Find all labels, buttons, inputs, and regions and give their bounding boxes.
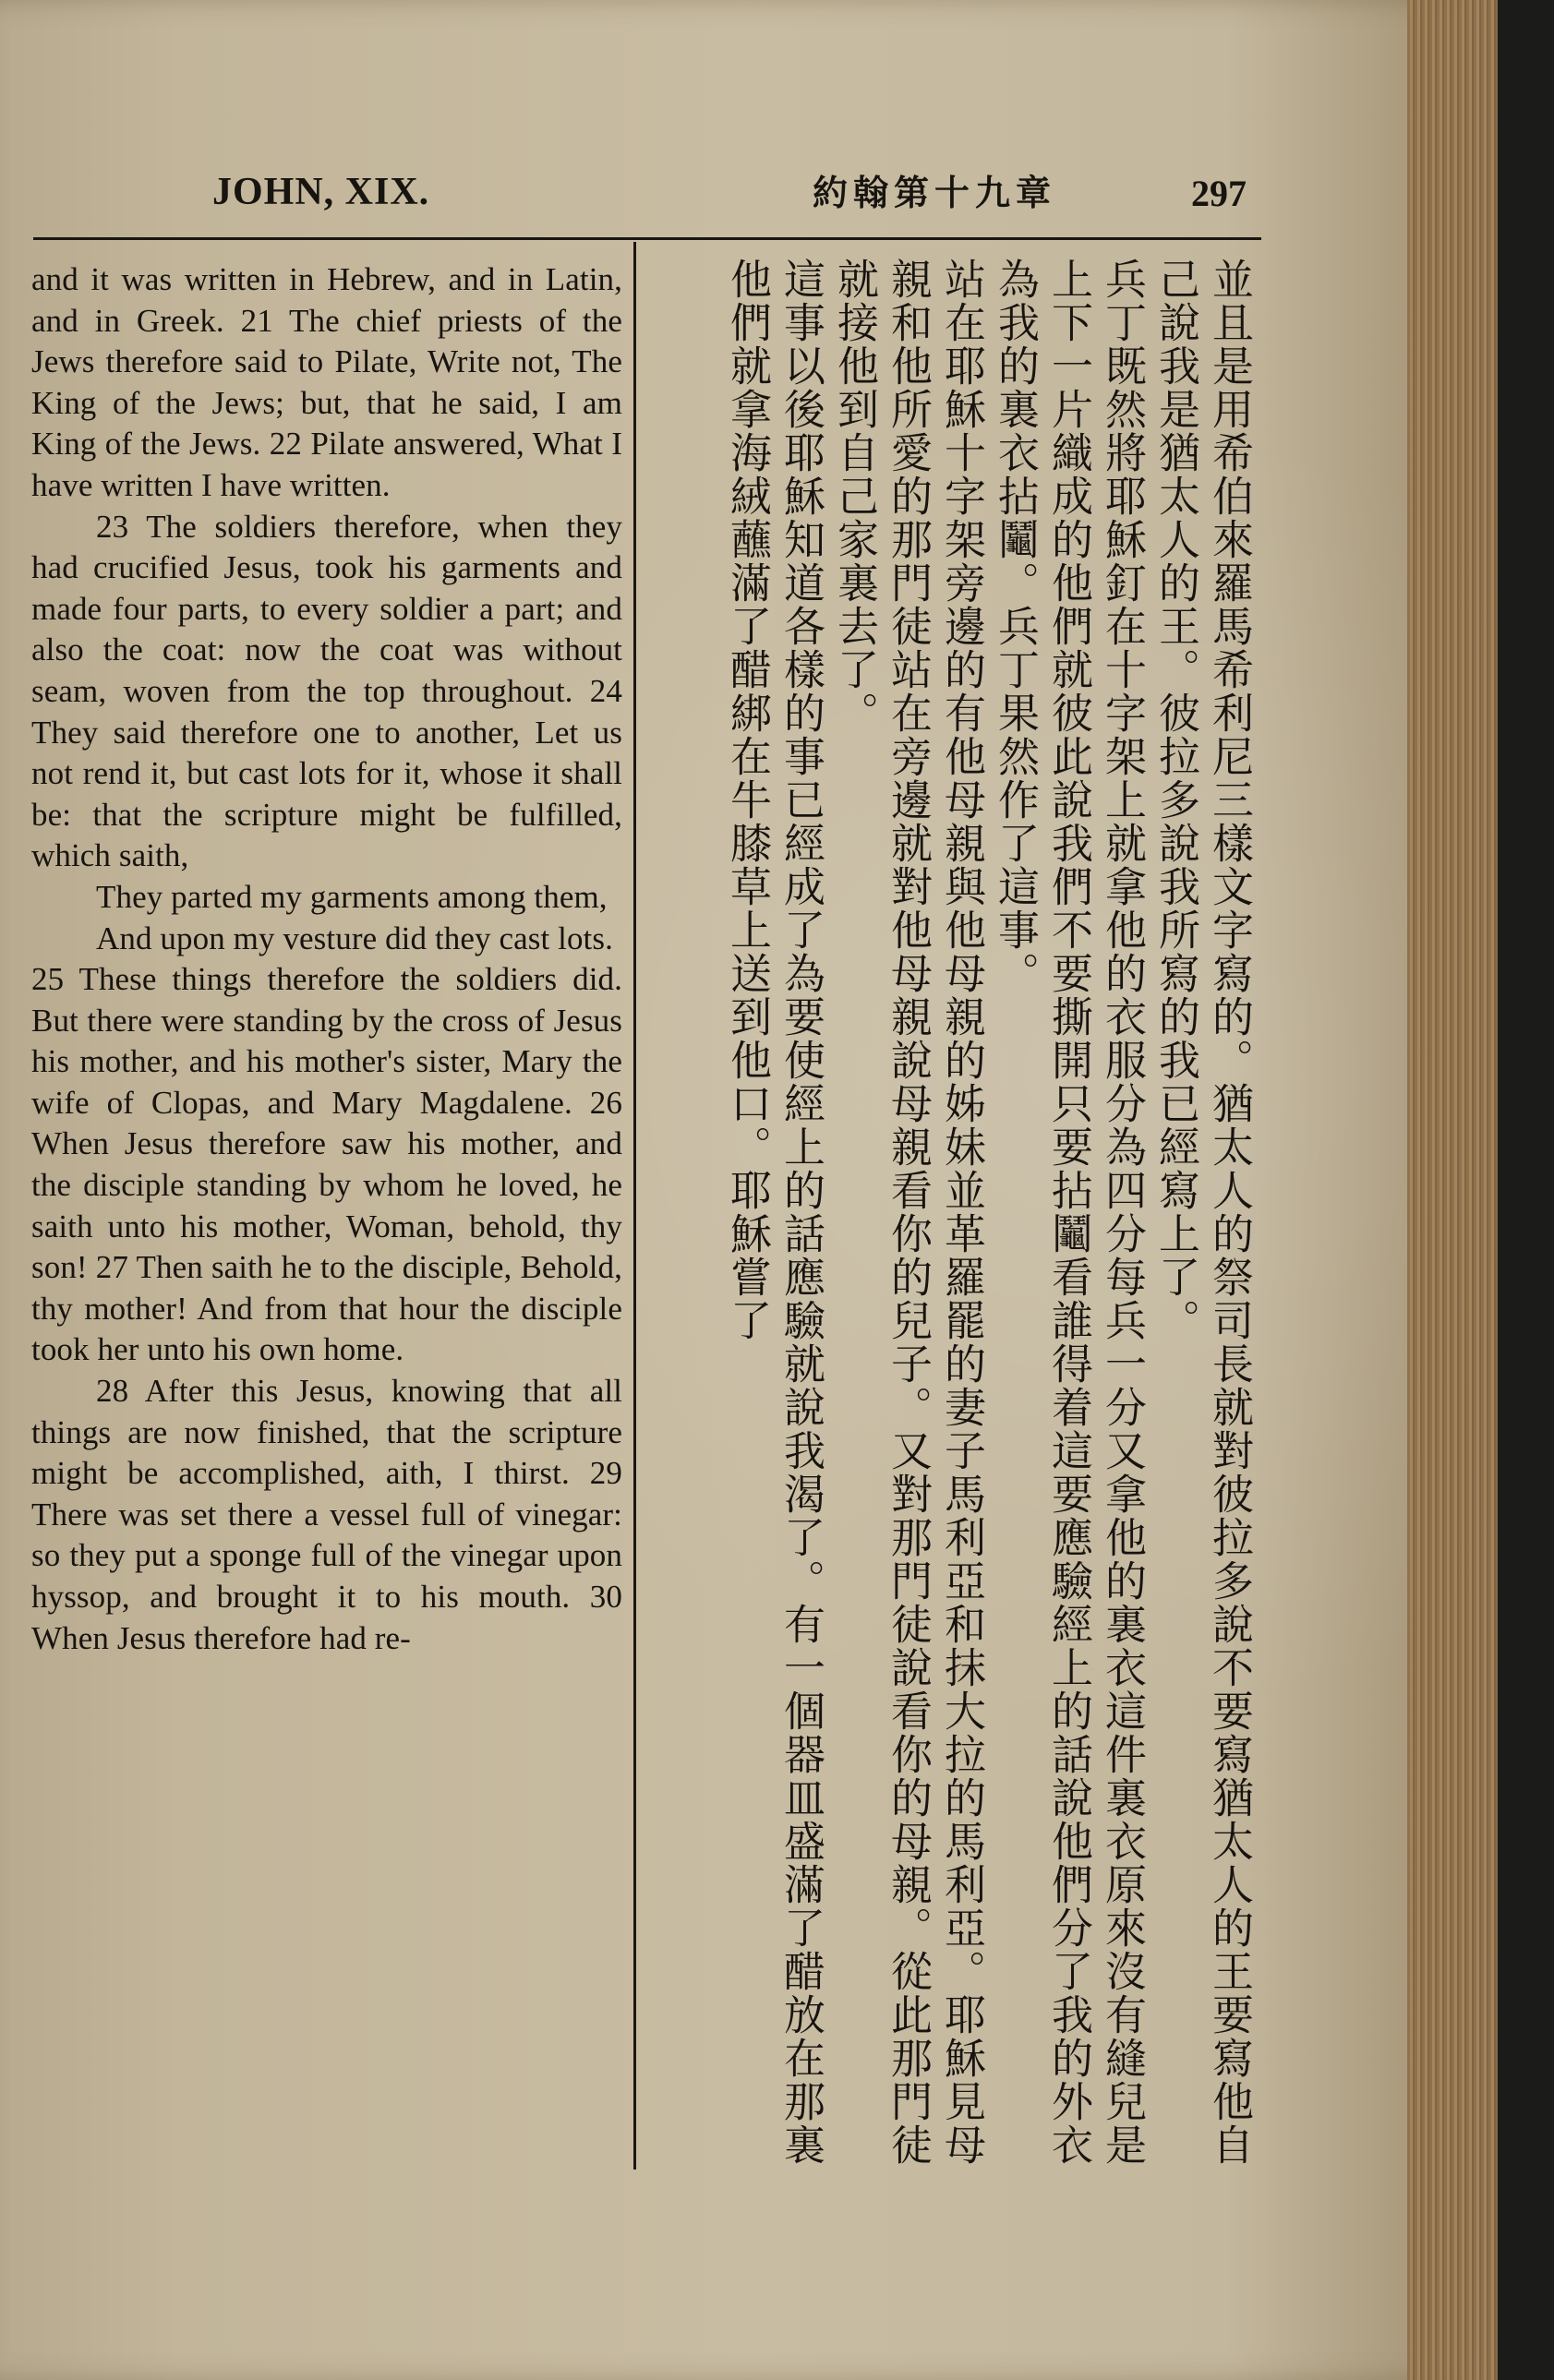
page-edge-shadow	[1407, 0, 1498, 2380]
chinese-paragraph-1: 並且是用希伯來羅馬希利尼三樣文字寫的。猶太人的祭司長就對彼拉多說不要寫猶太人的王要寫他自己說我是猶太人的王。彼拉多說我所寫的我已經寫上了。	[1151, 258, 1254, 2167]
chinese-column	[656, 258, 1256, 2169]
header-rule	[33, 237, 1261, 240]
running-head-english: JOHN, XIX.	[212, 171, 430, 213]
column-divider	[633, 242, 636, 2170]
english-paragraph-4: 28 After this Jesus, knowing that all things are now finished, that the scripture might be accomplished, aith, I thirst. 29 There was set there a vessel full of vinegar: so they put a sponge full of the vinegar upon hyssop, and brought it to his mouth. 30 When Jesus therefore had re-	[31, 1373, 622, 1656]
english-paragraph-1: and it was written in Hebrew, and in Latin, and in Greek. 21 The chief priests of the Jews therefore said to Pilate, Write not, The King of the Jews; but, that he said, I am King of the Jews. 22 Pilate answered, What I have written I have written.	[31, 261, 622, 503]
running-head-chinese: 約翰第十九章	[813, 173, 1057, 213]
running-header	[0, 162, 1274, 233]
chinese-paragraph-3: 站在耶穌十字架旁邊的有他母親與他母親的姊妹並革羅罷的妻子馬利亞和抹大拉的馬利亞。耶穌見母親和他所愛的那門徒站在旁邊就對他母親說母親看你的兒子。又對那門徒說看你的母親。從此那門徒就接他到自己家裏去了。	[830, 258, 986, 2167]
chinese-paragraph-4: 這事以後耶穌知道各樣的事已經成了為要使經上的話應驗就說我渴了。有一個器皿盛滿了醋放在那裏他們就拿海絨蘸滿了醋綁在牛膝草上送到他口。耶穌嘗了	[723, 258, 825, 2167]
english-quote-line-1: They parted my garments among them,	[96, 878, 608, 915]
english-quote-line-2: And upon my vesture did they cast lots.	[96, 920, 613, 956]
english-paragraph-2: 23 The soldiers therefore, when they had crucified Jesus, took his garments and made four parts, to every soldier a part; and also the coat: now the coat was without seam, woven from the top throughout. 24 They said therefore one to another, Let us not rend it, but cast lots for it, whose it shall be: that the scripture might be fulfilled, which saith,	[31, 508, 622, 874]
english-column	[31, 259, 622, 1659]
page-number: 297	[1191, 173, 1247, 214]
chinese-paragraph-2: 兵丁既然將耶穌釘在十字架上就拿他的衣服分為四分每兵一分又拿他的裏衣這件裏衣原來沒有縫兒是上下一片織成的他們就彼此說我們不要撕開只要拈鬮看誰得着這要應驗經上的話說他們分了我的外衣為我的裏衣拈鬮。兵丁果然作了這事。	[991, 258, 1147, 2167]
english-paragraph-3: 25 These things therefore the soldiers did. But there were standing by the cross of Jesus his mother, and his mother's sister, Mary the wife of Clopas, and Mary Magdalene. 26 When Jesus therefore saw his mother, and the disciple standing by whom he loved, he saith unto his mother, Woman, behold, thy son! 27 Then saith he to the disciple, Behold, thy mother! And from that hour the disciple took her unto his own home.	[31, 961, 622, 1368]
